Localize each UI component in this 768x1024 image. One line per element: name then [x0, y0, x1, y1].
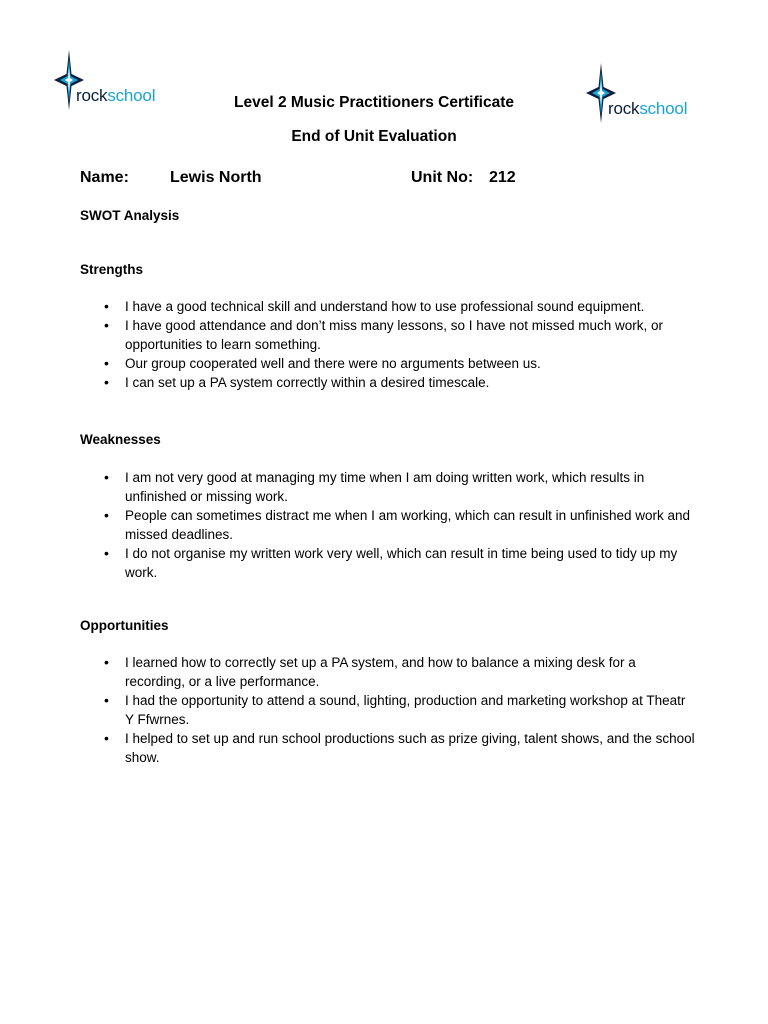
list-item: • Our group cooperated well and there were no arguments between us. [125, 354, 695, 373]
list-item: • I have good attendance and don’t miss many lessons, so I have not missed much work, or opportunities to learn something. [125, 316, 695, 354]
student-name: Lewis North [170, 169, 262, 186]
strengths-list [125, 297, 695, 392]
list-item: • I can set up a PA system correctly within a desired timescale. [125, 373, 695, 392]
logo-wordmark: rockschool [76, 86, 156, 105]
weaknesses-list [125, 468, 695, 582]
list-item: • I had the opportunity to attend a sound, lighting, production and marketing workshop at Theatr Y Ffwrnes. [125, 691, 695, 729]
opportunities-list [125, 653, 695, 767]
document-title: Level 2 Music Practitioners Certificate [234, 94, 514, 111]
student-info-row [80, 169, 640, 191]
unit-number: 212 [489, 169, 516, 186]
list-item: • People can sometimes distract me when I am working, which can result in unfinished work and missed deadlines. [125, 506, 695, 544]
strengths-heading: Strengths [80, 262, 144, 277]
unit-label: Unit No: [411, 169, 474, 186]
name-label: Name: [80, 169, 129, 186]
list-item: • I learned how to correctly set up a PA system, and how to balance a mixing desk for a recording, or a live performance. [125, 653, 695, 691]
swot-heading: SWOT Analysis [80, 208, 180, 223]
list-item: • I am not very good at managing my time when I am doing written work, which results in unfinished or missing work. [125, 468, 695, 506]
list-item: • I helped to set up and run school productions such as prize giving, talent shows, and the school show. [125, 729, 695, 767]
list-item: • I do not organise my written work very well, which can result in time being used to tidy up my work. [125, 544, 695, 582]
opportunities-heading: Opportunities [80, 618, 169, 633]
list-item: • I have a good technical skill and understand how to use professional sound equipment. [125, 297, 695, 316]
document-subtitle: End of Unit Evaluation [291, 128, 457, 145]
weaknesses-heading: Weaknesses [80, 432, 161, 447]
logo-wordmark: rockschool [608, 99, 688, 118]
